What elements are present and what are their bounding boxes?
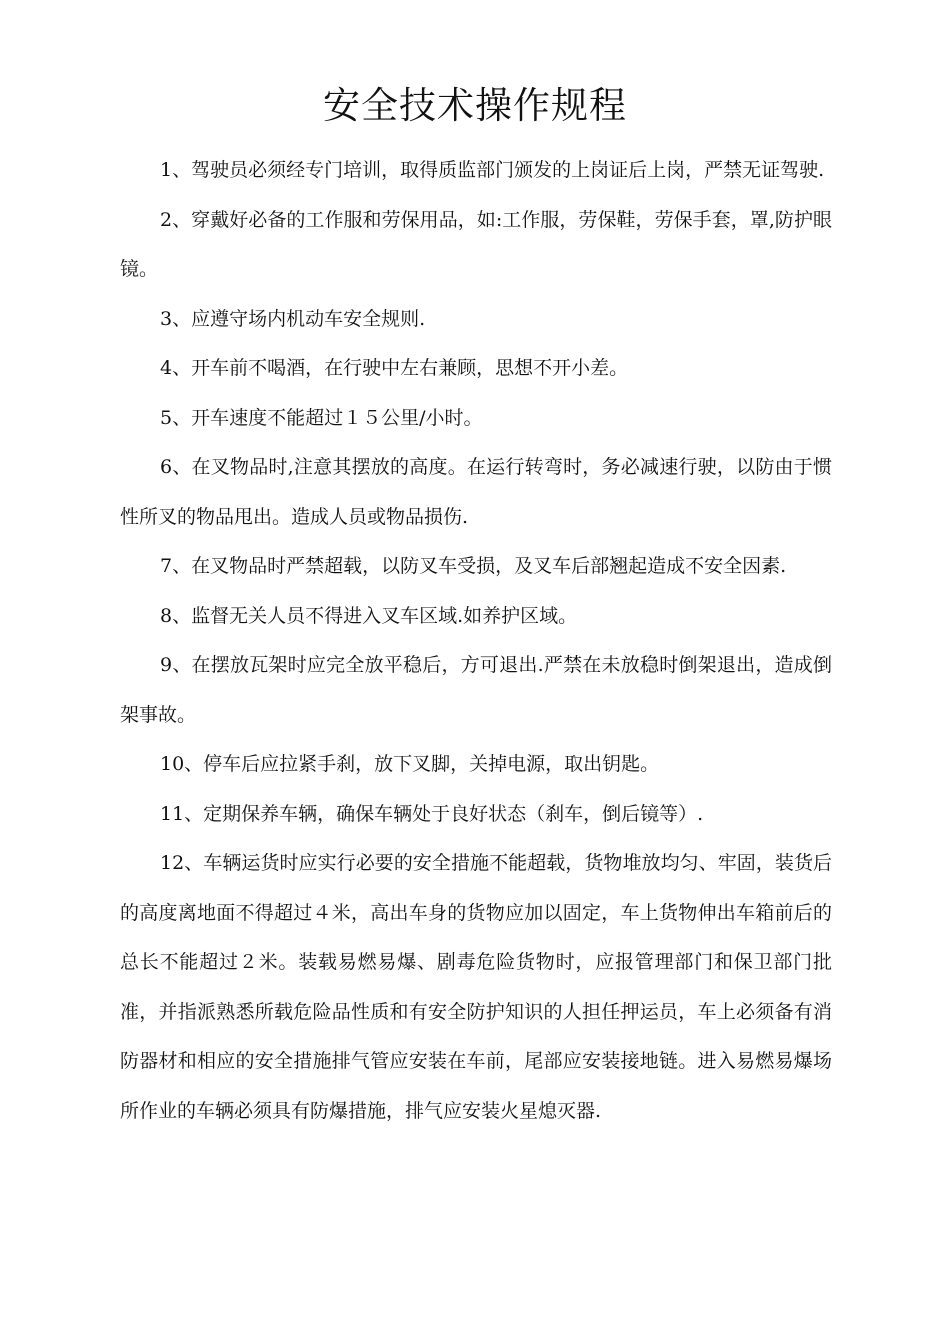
rule-item: 9、在摆放瓦架时应完全放平稳后，方可退出.严禁在未放稳时倒架退出，造成倒架事故。 — [120, 654, 832, 726]
rules-list — [120, 146, 832, 1136]
rule-item: 1、驾驶员必须经专门培训，取得质监部门颁发的上岗证后上岗，严禁无证驾驶. — [160, 159, 825, 181]
rule-item: 2、穿戴好必备的工作服和劳保用品，如:工作服，劳保鞋，劳保手套，罩,防护眼镜。 — [120, 208, 832, 280]
rule-item: 5、开车速度不能超过１５公里/小时。 — [160, 406, 483, 429]
rule-item: 6、在叉物品时,注意其摆放的高度。在运行转弯时，务必减速行驶，以防由于惯性所叉的物品甩出。造成人员或物品损伤. — [120, 456, 832, 528]
rule-item: 12、车辆运货时应实行必要的安全措施不能超载，货物堆放均匀、牢固，装货后的高度离地面不得超过４米，高出车身的货物应加以固定，车上货物伸出车箱前后的总长不能超过２米。装载易燃易爆、剧毒危险货物时，应报管理部门和保卫部门批准，并指派熟悉所载危险品性质和有安全防护知识的人担任押运员，车上必须备有消防器材和相应的安全措施排气管应安装在车前，尾部应安装接地链。进入易燃易爆场所作业的车辆必须具有防爆措施，排气应安装火星熄灭器. — [120, 852, 832, 1122]
rule-item: 7、在叉物品时严禁超载，以防叉车受损，及叉车后部翘起造成不安全因素. — [160, 555, 787, 577]
rule-item: 11、定期保养车辆，确保车辆处于良好状态（刹车，倒后镜等）. — [160, 802, 704, 825]
document-title: 安全技术操作规程 — [323, 84, 627, 127]
rule-item: 10、停车后应拉紧手刹，放下叉脚，关掉电源，取出钥匙。 — [160, 753, 660, 775]
rule-item: 4、开车前不喝酒，在行驶中左右兼顾，思想不开小差。 — [160, 357, 629, 379]
rule-item: 8、监督无关人员不得进入叉车区域.如养护区域。 — [160, 604, 578, 627]
rule-item: 3、应遵守场内机动车安全规则. — [160, 307, 426, 330]
